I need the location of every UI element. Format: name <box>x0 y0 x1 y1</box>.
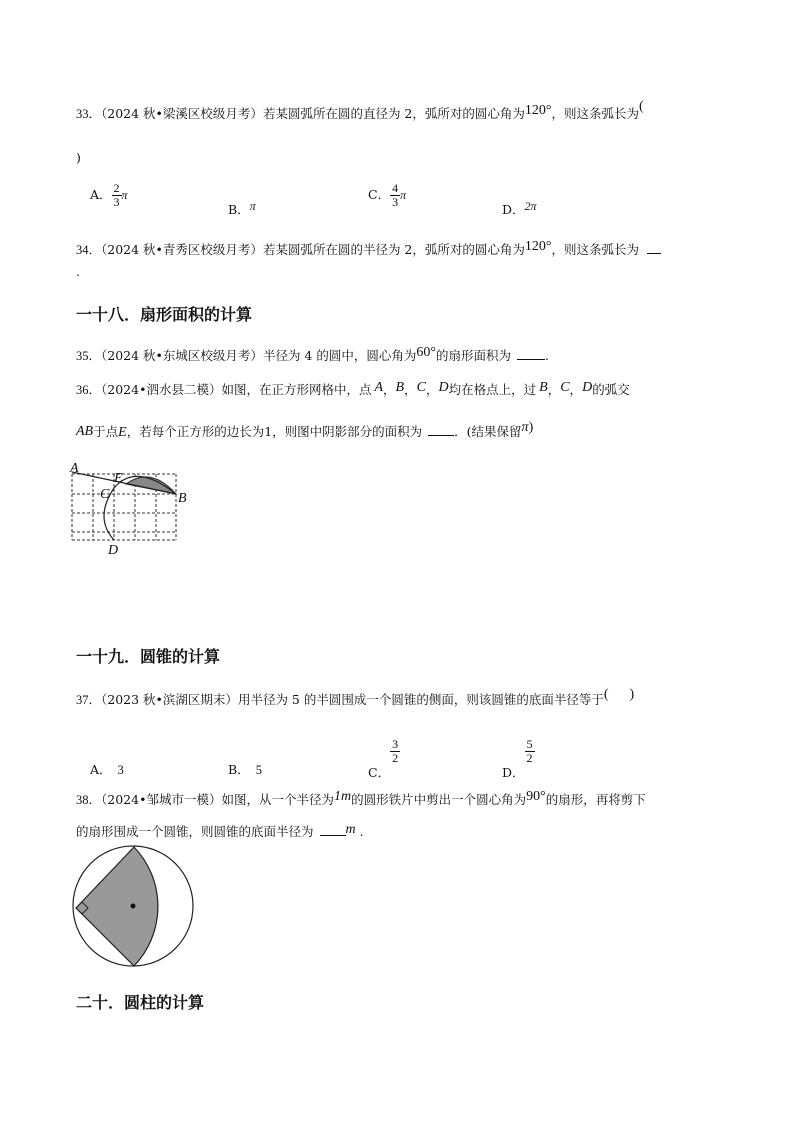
section-heading-18: 一十八．扇形面积的计算 <box>76 305 253 324</box>
question-37 <box>76 687 635 709</box>
question-text: 用半径为 5 的半圆围成一个圆锥的侧面，则该圆锥的底面半径等于 <box>237 692 604 707</box>
sector <box>76 847 158 966</box>
question-38-line1 <box>76 790 646 809</box>
question-number: 36． <box>76 383 102 397</box>
unit: m <box>345 822 356 837</box>
center-point <box>131 904 136 909</box>
option-label: A． <box>90 762 112 777</box>
question-text: 于点 <box>93 424 119 439</box>
point-label: A <box>374 380 384 395</box>
numerator: 4 <box>392 181 399 195</box>
figure-38-circle-sector <box>68 842 202 974</box>
point-label: B <box>395 380 405 395</box>
label-b: B <box>178 491 187 506</box>
option-c[interactable] <box>368 737 400 780</box>
numerator: 5 <box>526 737 533 751</box>
pi-symbol: π <box>521 420 529 435</box>
label-e: E <box>114 471 123 486</box>
separator: ， <box>404 382 417 397</box>
option-label: C． <box>368 765 391 780</box>
answer-paren[interactable]: ( ) <box>603 687 635 702</box>
question-33-line2: ) <box>76 150 81 165</box>
denominator: 3 <box>113 195 120 209</box>
angle-value: 120° <box>524 103 552 118</box>
angle-value: 120° <box>524 239 552 254</box>
option-label: D． <box>502 765 525 780</box>
question-text: 半径为 4 的圆中，圆心角为 <box>262 348 417 363</box>
separator: ， <box>569 382 583 397</box>
option-value: 2π <box>524 199 537 213</box>
option-a[interactable] <box>90 182 128 209</box>
question-number: 37． <box>76 693 102 707</box>
option-label: A． <box>90 187 112 202</box>
question-text: 若某圆弧所在圆的直径为 2，弧所对的圆心角为 <box>262 106 525 121</box>
separator: ， <box>547 382 561 397</box>
option-label: B． <box>228 762 250 777</box>
question-34-line2: . <box>76 264 80 279</box>
question-text-tail: 的扇形面积为 <box>435 348 511 363</box>
question-source: （2024•邹城市一模） <box>101 792 222 807</box>
option-c[interactable] <box>368 182 406 209</box>
option-label: B． <box>228 202 250 217</box>
period: . <box>359 824 364 839</box>
fraction <box>525 738 535 765</box>
label-c: C <box>100 487 110 502</box>
answer-blank[interactable] <box>517 347 545 360</box>
label-a: A <box>70 461 79 476</box>
denominator: 2 <box>526 751 533 765</box>
option-value: 5 <box>255 763 262 777</box>
pi-symbol: π <box>400 188 407 202</box>
fraction <box>390 738 400 765</box>
option-label: C． <box>368 187 391 202</box>
question-number: 34． <box>76 243 102 257</box>
question-number: 35． <box>76 349 102 363</box>
answer-blank[interactable] <box>647 241 661 254</box>
option-b[interactable] <box>228 760 262 778</box>
question-text: 的弧交 <box>592 382 630 397</box>
figure-36-grid-arc <box>66 460 206 560</box>
question-34-line1 <box>76 240 661 259</box>
question-36-line1 <box>76 380 630 399</box>
option-d[interactable] <box>502 200 537 218</box>
point-label: C <box>416 380 426 395</box>
close-paren: ) <box>528 420 534 435</box>
point-label: D <box>438 380 449 395</box>
question-number: 38． <box>76 793 102 807</box>
angle-value: 60° <box>416 345 436 360</box>
question-33-line1 <box>76 99 644 123</box>
answer-blank[interactable] <box>428 423 454 436</box>
label-d: D <box>108 543 119 558</box>
denominator: 2 <box>392 751 399 765</box>
segment-label: AB <box>76 424 94 439</box>
section-heading-19: 一十九．圆锥的计算 <box>76 647 221 666</box>
question-source: （2024 秋•梁溪区校级月考） <box>101 106 263 121</box>
question-source: （2024•泗水县二模） <box>101 382 222 397</box>
section-heading-20: 二十．圆柱的计算 <box>76 993 205 1012</box>
radius-value: 1m <box>333 789 352 804</box>
question-text: 的圆形铁片中剪出一个圆心角为 <box>351 792 527 807</box>
option-value: 3 <box>117 763 124 777</box>
question-38-line2 <box>76 822 364 841</box>
question-text-tail: ，则这条弧长为 <box>551 242 639 257</box>
option-label: D． <box>502 202 525 217</box>
period: . <box>544 348 549 363</box>
point-label: C <box>560 380 570 395</box>
point-label: E <box>118 425 127 440</box>
question-text: ，若每个正方形的边长为1，则图中阴影部分的面积为 <box>126 424 423 439</box>
separator: ， <box>425 382 439 397</box>
question-source: （2024 秋•东城区校级月考） <box>101 348 263 363</box>
point-label: D <box>582 380 593 395</box>
point-label: B <box>539 380 548 395</box>
open-paren: ( <box>639 99 644 114</box>
question-36-line2 <box>76 422 533 441</box>
question-text: ．(结果保留 <box>454 424 522 439</box>
question-source: （2023 秋•滨湖区期末） <box>101 692 238 707</box>
question-source: （2024 秋•青秀区校级月考） <box>101 242 263 257</box>
question-35 <box>76 346 549 365</box>
separator: ， <box>383 382 396 397</box>
question-text-tail: ，则这条弧长为 <box>551 106 639 121</box>
option-b[interactable] <box>228 200 256 218</box>
numerator: 3 <box>392 737 399 751</box>
answer-blank[interactable] <box>320 823 346 836</box>
option-a[interactable] <box>90 760 124 778</box>
fraction <box>112 182 122 209</box>
pi-symbol: π <box>121 188 128 202</box>
option-value: π <box>249 199 256 213</box>
question-text: 的扇形围成一个圆锥，则圆锥的底面半径为 <box>76 824 314 839</box>
denominator: 3 <box>392 195 399 209</box>
fraction <box>390 182 400 209</box>
angle-value: 90° <box>526 789 546 804</box>
question-text: 若某圆弧所在圆的半径为 2，弧所对的圆心角为 <box>262 242 525 257</box>
question-text: 的扇形，再将剪下 <box>545 792 646 807</box>
question-text: 如图，从一个半径为 <box>221 792 334 807</box>
question-text: 如图，在正方形网格中，点 <box>221 382 372 397</box>
numerator: 2 <box>113 181 120 195</box>
option-d[interactable] <box>502 737 535 780</box>
question-text: 均在格点上，过 <box>448 382 537 397</box>
question-number: 33． <box>76 107 102 121</box>
